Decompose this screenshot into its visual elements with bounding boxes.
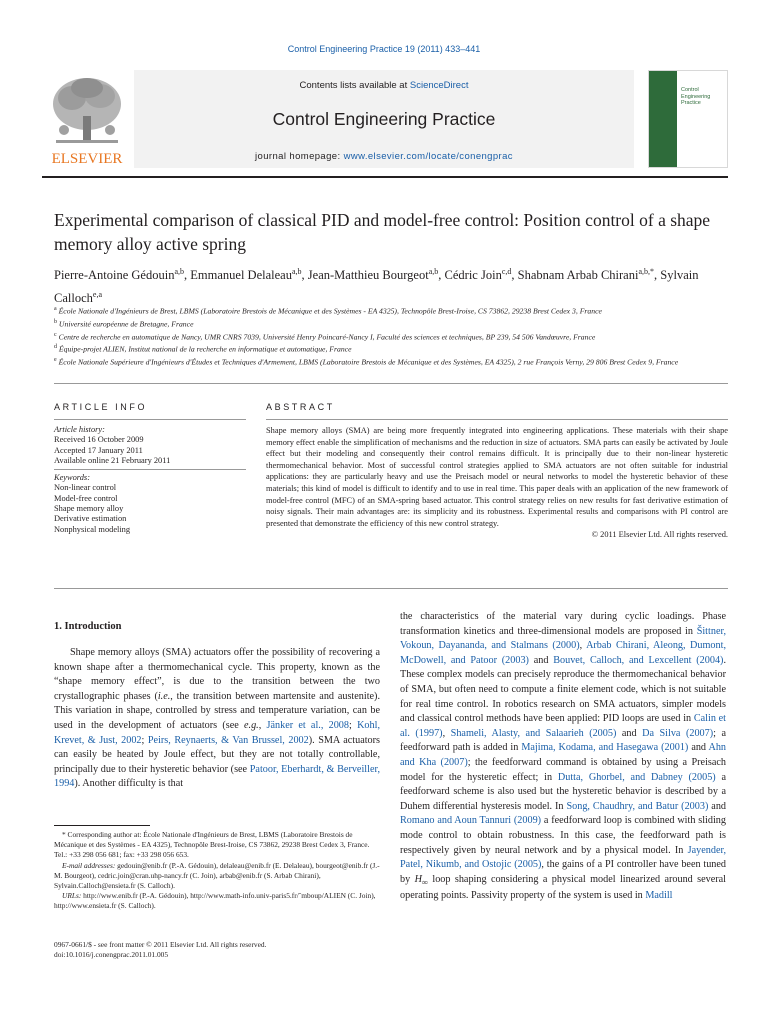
citation-link[interactable]: Song, Chaudhry, and Batur (2003) [566, 800, 709, 812]
section-rule [54, 383, 728, 384]
body-text: ; [349, 719, 358, 731]
author-affiliation-mark[interactable]: c,d [501, 267, 512, 276]
body-text: , the transition between martensite and austenite). This variation in shape, controlled by stress and temperature variation, can be used in the development of actuators (see [54, 690, 380, 731]
citation-link[interactable]: Romano and Aoun Tannuri (2009) [400, 815, 542, 827]
citation-link[interactable]: Dutta, Ghorbel, and Dabney (2005) [557, 771, 716, 783]
affiliation-item: $^e$ École Nationale Supérieure d'Ingénieurs d'Études et Techniques d'Armement, LBMS (Laboratoire Brestois de Mécanique et des Systèmes, EA 4325), 2 rue François Verny, 29 806 Brest Cedex 9, France [54, 357, 679, 367]
body-text: , [442, 727, 451, 739]
body-text: ). Another difficulty is that [74, 778, 184, 790]
cover-title [681, 87, 710, 107]
author-name[interactable]: Sylvain Calloch [54, 268, 699, 306]
introduction-heading: 1. Introduction [54, 621, 122, 632]
keyword-item: Derivative estimation [54, 514, 127, 524]
body-text: and [528, 654, 554, 666]
keyword-item: Nonphysical modeling [54, 524, 131, 534]
abstract-text: Shape memory alloys (SMA) are being more frequently integrated into engineering applications. These materials with their shape memory effect enable the simplification of mechanisms and the reduction in size of actuators. SMA parts can easily be activated by Joule effect but their modeling and consequently their control remains difficult. It is principally due to their non-linear hysteretic thermomechanical behavior. Most of successful control strategies applied to SMA actuators are not often suitable for industrial applications: they are particularly heavy and use the Preisach model or neural networks to model the hysteretic behavior of these materials; this kind of model is difficult to identify and to use in real time. This paper deals with an application of the new framework of model-free control (MFC) of an SMA-spring based actuator. This control strategy relies on new results for fast derivative estimation of noisy signals. Their main advantages are: its simplicity and its robustness. Experimental results and comparisons with PI control are presented that demonstrate the efficiency of this new control strategy. [266, 426, 728, 528]
cover-title-line-1: Control [681, 87, 699, 93]
citation-link[interactable]: Kohl, Krevet, & Just, 2002 [54, 719, 380, 746]
italic-text: e.g. [244, 719, 259, 731]
body-text: ; the feedforward command is obtained by using a Preisach model for the hysteretic effect; in [400, 756, 726, 783]
body-text: , the gains of a PI controller have been tuned by [400, 859, 727, 885]
url-list[interactable]: http://www.enib.fr (P.-A. Gédouin), http://www.math-info.univ-paris5.fr/˜mboup/ALIEN (C. Join), http://www.ensieta.fr (S. Calloch). [54, 891, 376, 911]
elsevier-tree-logo [42, 70, 132, 168]
author-affiliation-mark[interactable]: a,b [291, 267, 302, 276]
body-text: , [258, 719, 267, 731]
urls-note [54, 891, 380, 911]
citation-link[interactable]: Peirs, Reynaerts, & Van Brussel, 2002 [147, 734, 309, 746]
citation-link[interactable]: Madill [645, 890, 673, 902]
history-label: Article history: [54, 425, 105, 434]
citation-link[interactable]: Da Silva (2007) [642, 727, 714, 739]
body-text: a feedforward loop is combined with sliding mode control to obtain robustness. In this case, the feedforward path is respectively given by neural network and by a physical model. In [400, 815, 726, 856]
author-name[interactable]: Shabnam Arbab Chirani [517, 268, 639, 283]
body-text: . These complex models can precisely reproduce the thermomechanical behavior of SMA, but often need to compute a finite element code, which is not suitable for real time control. In robotics research on SMA actuators, simpler models and classical control methods have been applied: PID loops are used in [400, 654, 726, 725]
author-affiliation-mark[interactable]: a,b [428, 267, 439, 276]
keyword-item: Model-free control [54, 493, 118, 503]
homepage-line [134, 151, 634, 162]
history-online: Available online 21 February 2011 [54, 455, 171, 465]
cover-title-line-3: Practice [681, 100, 701, 106]
keyword-item: Shape memory alloy [54, 504, 124, 514]
body-text: and [708, 800, 727, 812]
abstract-heading: ABSTRACT [266, 402, 335, 412]
body-text: and [688, 742, 709, 754]
author-name[interactable]: Cédric Join [444, 268, 502, 283]
cover-title-line-2: Engineering [681, 93, 711, 100]
abstract-rule [266, 419, 728, 420]
author-affiliation-mark[interactable]: e,a [92, 290, 102, 300]
body-column-left [54, 646, 380, 792]
author-affiliation-mark[interactable]: a,b,* [638, 267, 655, 276]
affiliation-list [54, 304, 734, 368]
citation-link[interactable]: Jänker et al., 2008 [266, 719, 349, 731]
urls-label: URLs: [62, 891, 82, 901]
body-text: ; a feedforward path is added in [400, 727, 727, 754]
affiliation-item: $^d$ Équipe-projet ALIEN, Institut national de la recherche en informatique et automatique, France [54, 344, 352, 354]
body-text: and [616, 727, 643, 739]
doi-line[interactable]: doi:10.1016/j.conengprac.2011.01.005 [54, 950, 169, 960]
cover-green-strip [649, 71, 677, 167]
italic-text: i.e. [157, 690, 171, 702]
article-info-panel [54, 425, 246, 535]
citation-link[interactable]: Bouvet, Calloch, and Lexcellent (2004) [553, 654, 724, 666]
issn-line: 0967-0661/$ - see front matter © 2011 Elsevier Ltd. All rights reserved. [54, 940, 267, 949]
author-affiliation-mark[interactable]: a,b [174, 267, 185, 276]
history-accepted: Accepted 17 January 2011 [54, 445, 143, 455]
italic-text: H [414, 873, 422, 885]
author-name[interactable]: Pierre-Antoine Gédouin [54, 268, 175, 283]
body-text: Shape memory alloys (SMA) actuators offer the possibility of recovering a known shape after a thermomechanical cycle. This property, known as the “shape memory effect”, is due to the transition between the two crystallographic phases ( [54, 647, 380, 702]
elsevier-wordmark: ELSEVIER [51, 151, 123, 167]
body-text: loop shaping considering a physical model linearized around several operating points. Passivity property of the system is used in [400, 873, 726, 902]
intro-paragraph-left [54, 646, 380, 792]
body-rule [54, 588, 728, 589]
email-addresses[interactable]: gedouin@enib.fr (P.-A. Gédouin), delaleau@enib.fr (E. Delaleau), bourgeot@enib.fr (J.-M. Bourgeot), cedric.join@cran.uhp-nancy.fr (C. Join), arbab@enib.fr (S. Arbab Chirani), Sylvain.Calloch@ensieta.fr (S. Calloch). [54, 860, 380, 891]
citation-link[interactable]: Jayender, Patel, Nikumb, and Ostojic (2005) [400, 844, 726, 871]
subscript-text: ∞ [421, 876, 428, 887]
body-text: a feedforward scheme is also used but the hysteretic behavior is described by a Duhem differential hysteresis model. In [400, 771, 726, 812]
homepage-prefix: journal homepage: [255, 151, 344, 162]
abstract-panel [266, 425, 728, 541]
keywords-label: Keywords: [54, 473, 90, 483]
citation-link[interactable]: Calin et al. (1997) [400, 713, 726, 739]
abstract-copyright: © 2011 Elsevier Ltd. All rights reserved. [591, 530, 728, 540]
body-column-right [400, 610, 726, 904]
footnote-block [54, 830, 380, 912]
body-text: , [579, 640, 587, 652]
citation-link[interactable]: Arbab Chirani, Aleong, Dumont, McDowell, and Patoor (2003) [400, 640, 726, 666]
intro-paragraph-right [400, 610, 726, 904]
affiliation-item: $^a$ École Nationale d'Ingénieurs de Brest, LBMS (Laboratoire Brestois de Mécanique et des Systèmes - EA 4325), Technopôle Brest-Iroise, CS 73862, 29238 Brest Cedex 3, France [54, 306, 602, 316]
header-rule [42, 176, 728, 178]
journal-name: Control Engineering Practice [272, 109, 496, 129]
citation-link[interactable]: Šittner, Vokoun, Dayananda, and Stalmans (2000) [400, 625, 726, 652]
affiliation-item: $^c$ Centre de recherche en automatique de Nancy, UMR CNRS 7039, Université Henry Poincaré-Nancy I, Faculté des sciences et techniques, BP 239, 54 506 Vandœuvre, France [54, 331, 596, 342]
author-list: Pierre-Antoine Gédouin$^{a,b}$, Emmanuel Delaleau$^{a,b}$, Jean-Matthieu Bourgeot$^{a,b}$, Cédric Join$^{c,d}$, Shabnam Arbab Chirani$^{a,b,*}$, Sylvain Calloch$^{e,a}$ [54, 267, 699, 306]
citation-link[interactable]: Patoor, Eberhardt, & Berveiller, 1994 [54, 763, 380, 790]
article-title: Experimental comparison of classical PID and model-free control: Position control of a shape memory alloy active spring [54, 210, 711, 254]
article-info-rule [54, 419, 246, 420]
sciencedirect-link[interactable]: ScienceDirect [409, 80, 469, 91]
body-text: ; [141, 734, 148, 746]
email-note [54, 861, 380, 892]
citation-link[interactable]: Majima, Kodama, and Hasegawa (2001) [521, 742, 689, 754]
keyword-item: Non-linear control [54, 483, 117, 493]
affiliation-item: $^b$ Université européenne de Bretagne, France [54, 318, 194, 329]
contents-line [134, 80, 634, 91]
journal-reference[interactable]: Control Engineering Practice 19 (2011) 433–441 [287, 44, 481, 54]
citation-link[interactable]: Ahn and Kha (2007) [400, 742, 727, 768]
corresponding-author-note: * Corresponding author at: École Nationale d'Ingénieurs de Brest, LBMS (Laboratoire Brestois de Mécanique et des Systèmes - EA 4325), Technopôle Brest-Iroise, CS 73862, 29238 Brest Cedex 3, France. Tel.: +33 298 056 681; fax: +33 298 056 653. [54, 830, 370, 860]
author-name[interactable]: Jean-Matthieu Bourgeot [307, 268, 429, 283]
article-info-heading: ARTICLE INFO [54, 402, 148, 412]
contents-prefix: Contents lists available at [299, 80, 410, 91]
homepage-url-link[interactable]: www.elsevier.com/locate/conengprac [343, 151, 513, 162]
body-text: the characteristics of the material vary during cyclic loadings. Phase transformation kinetics and three-dimensional models are proposed in [400, 611, 726, 637]
citation-link[interactable]: Shameli, Alasty, and Salaarieh (2005) [450, 727, 617, 739]
footnote-rule [54, 825, 150, 826]
article-info-divider [54, 469, 246, 470]
issn-block [54, 940, 380, 960]
email-label: E-mail addresses: [62, 860, 116, 870]
author-name[interactable]: Emmanuel Delaleau [190, 268, 292, 283]
history-received: Received 16 October 2009 [54, 435, 144, 445]
journal-cover-thumbnail[interactable] [648, 70, 728, 168]
body-text: ). SMA actuators can easily be heated by Joule effect, but they are not totally controllable, principally due to their hysteretic behavior (see [54, 734, 380, 775]
